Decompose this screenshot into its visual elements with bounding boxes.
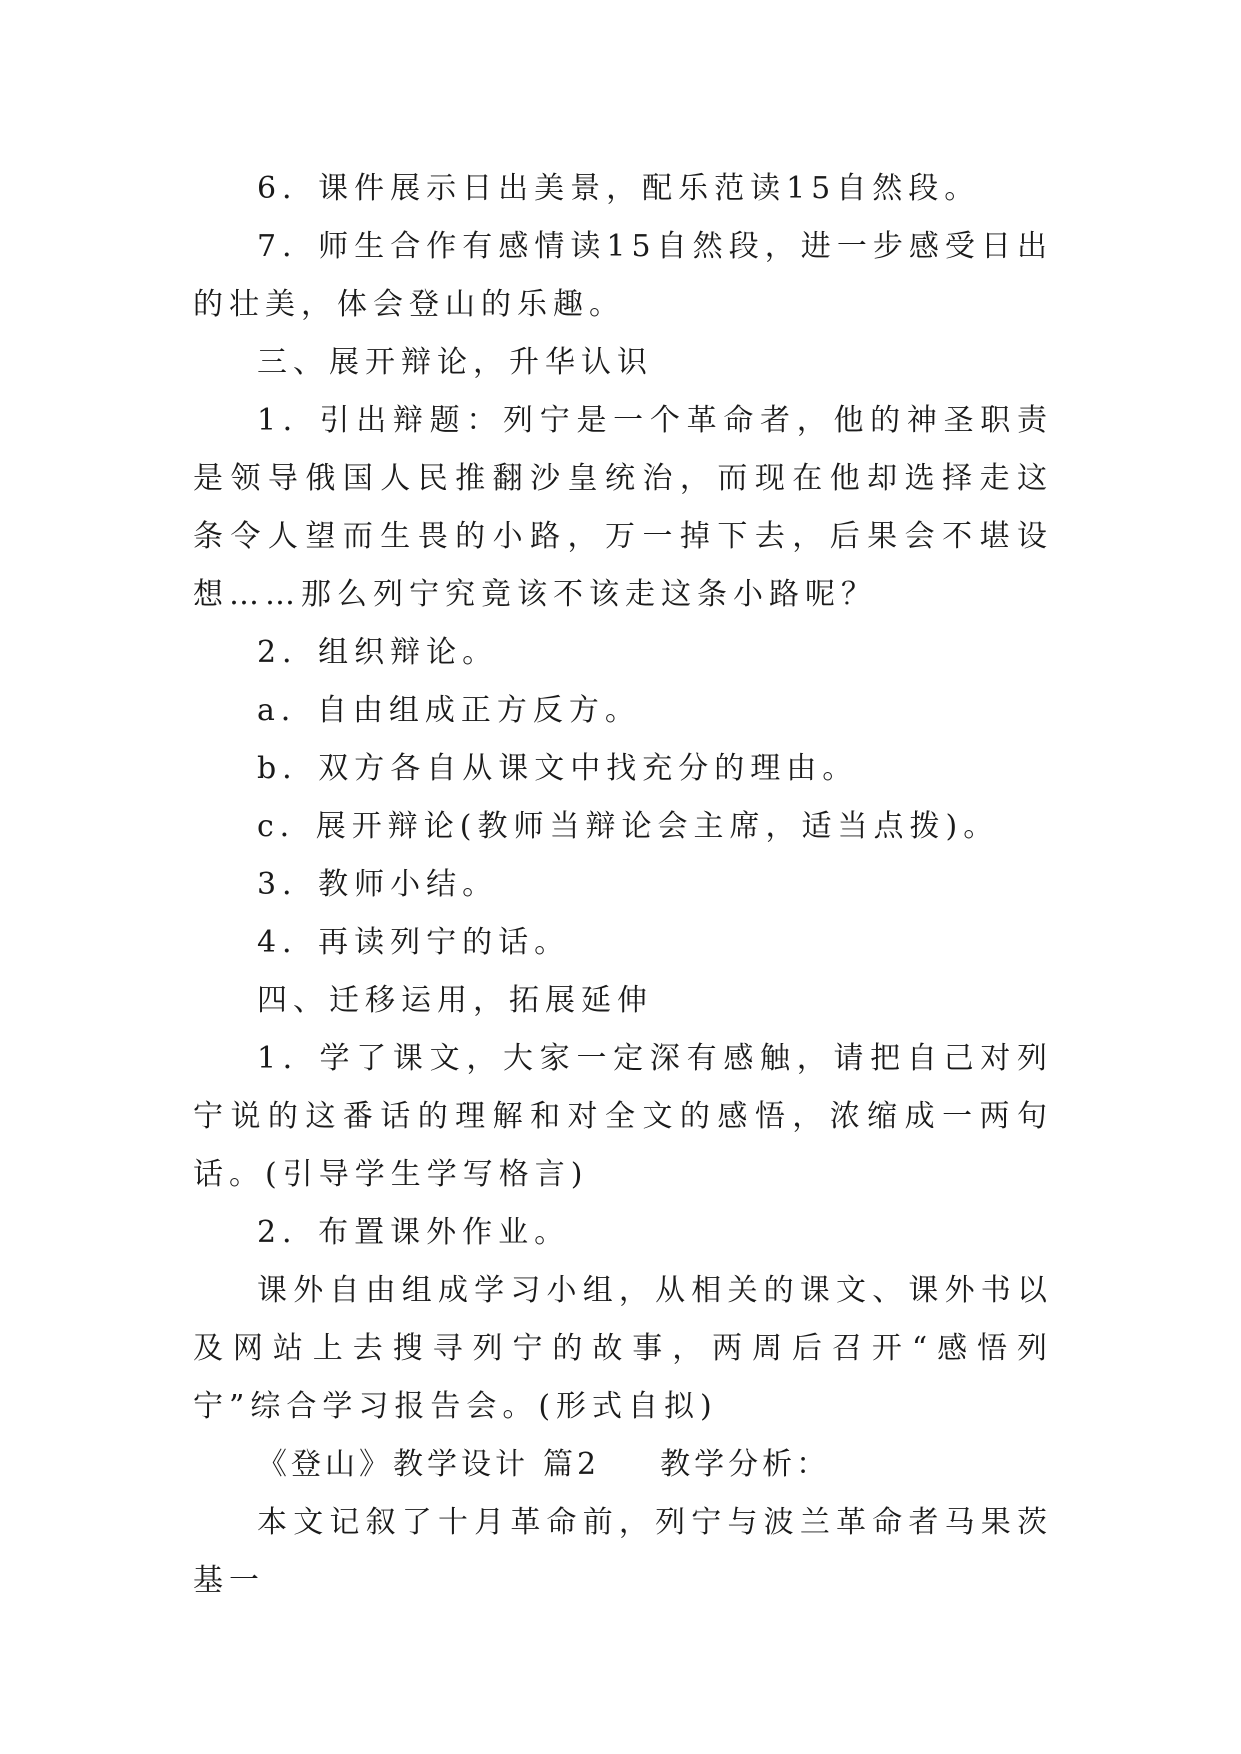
paragraph-item-b: b．双方各自从课文中找充分的理由。 bbox=[257, 751, 859, 786]
paragraph-homework-detail: 课外自由组成学习小组，从相关的课文、课外书以及网站上去搜寻列宁的故事，两周后召开“感悟列宁”综合学习报告会。(形式自拟) bbox=[193, 1273, 1053, 1424]
paragraph-analysis: 本文记叙了十月革命前，列宁与波兰革命者马果茨基一 bbox=[193, 1505, 1053, 1598]
paragraph-homework: 2．布置课外作业。 bbox=[257, 1215, 571, 1250]
paragraph-reread: 4．再读列宁的话。 bbox=[257, 925, 571, 960]
paragraph-teacher-summary: 3．教师小结。 bbox=[257, 867, 499, 902]
paragraph-step-7: 7．师生合作有感情读15自然段，进一步感受日出的壮美，体会登山的乐趣。 bbox=[193, 229, 1053, 322]
heading-section-4: 四、迁移运用，拓展延伸 bbox=[257, 983, 653, 1018]
paragraph-item-c: c．展开辩论(教师当辩论会主席，适当点拨)。 bbox=[257, 809, 1000, 844]
section-subtitle: 教学分析： bbox=[660, 1447, 831, 1482]
paragraph-reflection: 1．学了课文，大家一定深有感触，请把自己对列宁说的这番话的理解和对全文的感悟，浓缩成一两句话。(引导学生学写格言) bbox=[193, 1041, 1053, 1192]
paragraph-organize-debate: 2．组织辩论。 bbox=[257, 635, 499, 670]
document-page bbox=[193, 160, 1053, 1610]
section-label: 篇2 bbox=[543, 1447, 601, 1482]
paragraph-debate-topic: 1．引出辩题：列宁是一个革命者，他的神圣职责是领导俄国人民推翻沙皇统治，而现在他却选择走这条令人望而生畏的小路，万一掉下去，后果会不堪设想……那么列宁究竟该不该走这条小路呢？ bbox=[193, 403, 1053, 612]
heading-section-3: 三、展开辩论，升华认识 bbox=[257, 345, 653, 380]
section-title-line bbox=[193, 1436, 1053, 1494]
paragraph-item-a: a．自由组成正方反方。 bbox=[257, 693, 641, 728]
paragraph-step-6: 6．课件展示日出美景，配乐范读15自然段。 bbox=[257, 171, 981, 206]
section-title: 《登山》教学设计 bbox=[257, 1447, 529, 1482]
